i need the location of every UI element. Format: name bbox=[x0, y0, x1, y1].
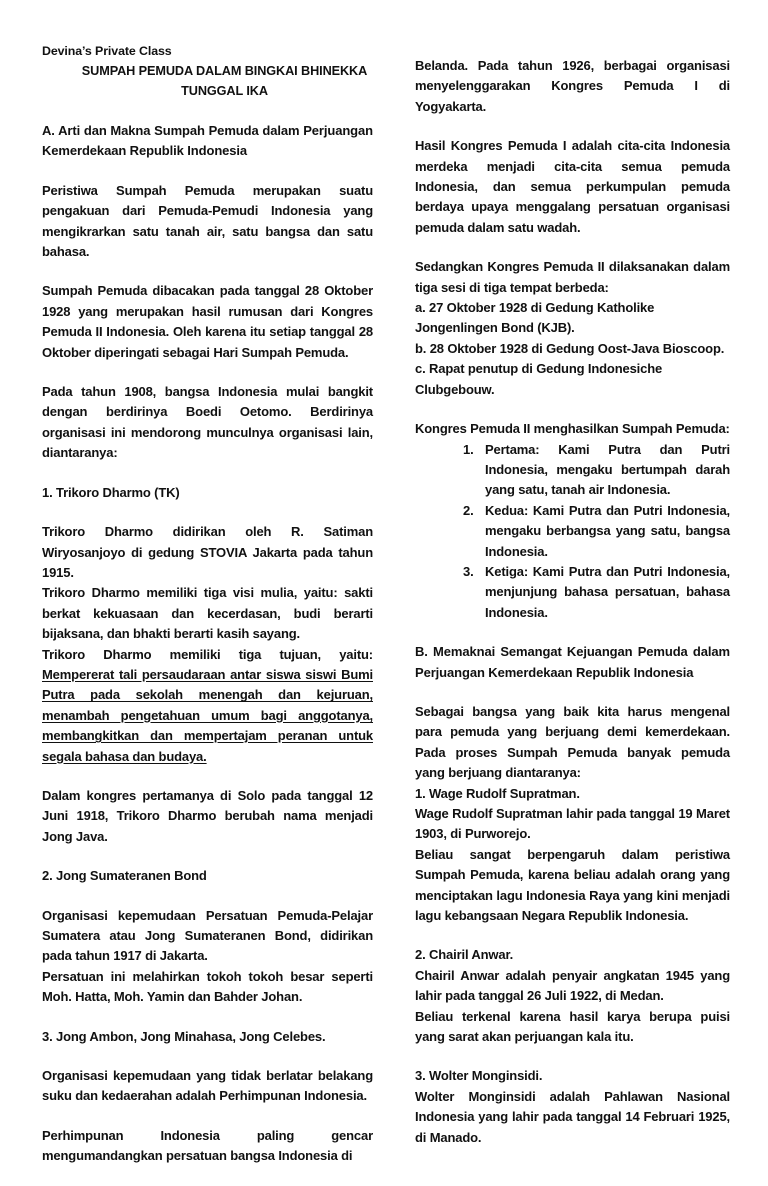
name-change-prefix: Dalam kongres pertamanya di Solo pada tanggal 12 Juni 1918, bbox=[42, 787, 373, 824]
org-item-1-title: 1. Trikoro Dharmo (TK) bbox=[42, 484, 180, 500]
jong-sumateranen-figures: Persatuan ini melahirkan tokoh tokoh besar seperti Moh. Hatta, Moh. Yamin dan Bahder Johan. bbox=[42, 968, 373, 1005]
section-b-heading: B. Memaknai Semangat Kejuangan Pemuda dalam Perjuangan Kemerdekaan Republik Indonesia bbox=[415, 644, 730, 680]
section-b-intro: Sebagai bangsa yang baik kita harus mengenal para pemuda yang berjuang demi kemerdekaan. Pada proses Sumpah Pemuda banyak pemuda yang berjuang diantaranya: bbox=[415, 703, 730, 781]
oath-list bbox=[415, 440, 730, 624]
paragraph-hasil-kongres-i: Hasil Kongres Pemuda I adalah cita-cita Indonesia merdeka menjadi cita-cita semua pemuda Indonesia, dan semua perkumpulan pemuda berdaya upaya menggalang persatuan organisasi pemuda dalam satu wadah. bbox=[415, 138, 730, 235]
oath-item-2-text: Kedua: Kami Putra dan Putri Indonesia, mengaku berbangsa yang satu, bangsa Indonesia. bbox=[485, 502, 730, 559]
paragraph-dibacakan: Sumpah Pemuda dibacakan pada tanggal 28 Oktober 1928 yang merupakan hasil rumusan dari Kongres Pemuda II Indonesia. Oleh karena itu setiap tanggal 28 Oktober diperingati sebagai Hari Sumpah Pemuda. bbox=[42, 283, 373, 360]
name-change-org: Trikoro Dharmo bbox=[116, 808, 217, 824]
oath-item-2 bbox=[463, 501, 730, 562]
left-column bbox=[0, 42, 373, 1186]
oath-item-1 bbox=[463, 440, 730, 501]
org-item-2-title: 2. Jong Sumateranen Bond bbox=[42, 868, 207, 884]
right-column bbox=[373, 42, 768, 1148]
figure-1-description: Beliau sangat berpengaruh dalam peristiwa Sumpah Pemuda, karena beliau adalah orang yang menciptakan lagu Indonesia Raya yang kini menjadi lagu kebangsaan Negara Republik Indonesia. bbox=[415, 846, 730, 924]
org-item-3-title: 3. Jong Ambon, Jong Minahasa, Jong Celebes. bbox=[42, 1028, 326, 1044]
figure-2-description: Beliau terkenal karena hasil karya berupa puisi yang sarat akan perjuangan kala itu. bbox=[415, 1008, 730, 1045]
section-a-heading: A. Arti dan Makna Sumpah Pemuda dalam Perjuangan Kemerdekaan Republik Indonesia bbox=[42, 123, 373, 159]
document-title-line-2: TUNGGAL IKA bbox=[181, 84, 268, 98]
paragraph-belanda: Belanda. Pada tahun 1926, berbagai organisasi menyelenggarakan Kongres Pemuda I di Yogyakarta. bbox=[415, 58, 730, 114]
paragraph-peristiwa: Peristiwa Sumpah Pemuda merupakan suatu pengakuan dari Pemuda-Pemudi Indonesia yang mengikrarkan satu tanah air, satu bangsa dan satu bahasa. bbox=[42, 182, 373, 260]
trikoro-name-change bbox=[42, 786, 373, 847]
oath-lead: Kongres Pemuda II menghasilkan Sumpah Pemuda: bbox=[415, 421, 730, 437]
figure-2-birth: Chairil Anwar adalah penyair angkatan 1945 yang lahir pada tanggal 26 Juli 1922, di Medan. bbox=[415, 967, 730, 1004]
paragraph-tahun-1908: Pada tahun 1908, bangsa Indonesia mulai bangkit dengan berdirinya Boedi Oetomo. Berdirinya organisasi ini mendorong munculnya organisasi lain, diantaranya: bbox=[42, 384, 373, 461]
perhimpunan-description: Organisasi kepemudaan yang tidak berlatar belakang suku dan kedaerahan adalah Perhimpunan Indonesia. bbox=[42, 1068, 373, 1104]
figure-3-title: 3. Wolter Monginsidi. bbox=[415, 1068, 543, 1084]
trikoro-goals-underlined: Mempererat tali persaudaraan antar siswa siswi Bumi Putra pada sekolah menengah dan kejuruan, menambah pengetahuan umum bagi anggotanya, membangkitkan dan mempertajam peranan untuk segala bahasa dan budaya. bbox=[42, 666, 373, 764]
congress-ii-lead: Sedangkan Kongres Pemuda II dilaksanakan dalam tiga sesi di tiga tempat berbeda: bbox=[415, 259, 730, 295]
congress-session-a: a. 27 Oktober 1928 di Gedung Katholike Jongenlingen Bond (KJB). bbox=[415, 300, 655, 336]
figure-1-title: 1. Wage Rudolf Supratman. bbox=[415, 785, 580, 801]
title-spacer bbox=[42, 101, 373, 121]
trikoro-founding: Trikoro Dharmo didirikan oleh R. Satiman Wiryosanjoyo di gedung STOVIA Jakarta pada tahun 1915. bbox=[42, 524, 373, 580]
figure-2-title: 2. Chairil Anwar. bbox=[415, 947, 514, 963]
oath-item-3-text: Ketiga: Kami Putra dan Putri Indonesia, menjunjung bahasa persatuan, bahasa Indonesia. bbox=[485, 563, 730, 620]
trikoro-goals bbox=[42, 645, 373, 767]
congress-session-c: c. Rapat penutup di Gedung Indonesiche Clubgebouw. bbox=[415, 361, 663, 397]
oath-item-1-text: Pertama: Kami Putra dan Putri Indonesia, mengaku bertumpah darah yang satu, tanah air Indonesia. bbox=[485, 441, 730, 498]
oath-item-3 bbox=[463, 562, 730, 623]
figure-1-birth: Wage Rudolf Supratman lahir pada tanggal 19 Maret 1903, di Purworejo. bbox=[415, 806, 730, 842]
figure-3-description: Wolter Monginsidi adalah Pahlawan Nasional Indonesia yang lahir pada tanggal 14 Februari 1925, di Manado. bbox=[415, 1088, 730, 1145]
jong-sumateranen-description: Organisasi kepemudaan Persatuan Pemuda-Pelajar Sumatera atau Jong Sumateranen Bond, didirikan pada tahun 1917 di Jakarta. bbox=[42, 907, 373, 964]
trikoro-goals-lead: Trikoro Dharmo memiliki tiga tujuan, yaitu: bbox=[42, 646, 373, 662]
trikoro-vision: Trikoro Dharmo memiliki tiga visi mulia, yaitu: sakti berkat kekuasaan dan kecerdasan, budi berarti bijaksana, dan bhakti berarti kasih sayang. bbox=[42, 585, 373, 642]
document-title-line-1: SUMPAH PEMUDA DALAM BINGKAI BHINEKKA bbox=[81, 64, 368, 78]
name-change-suffix: berubah nama menjadi Jong Java. bbox=[42, 808, 373, 844]
perhimpunan-continued: Perhimpunan Indonesia paling gencar mengumandangkan persatuan bangsa Indonesia di bbox=[42, 1127, 373, 1164]
byline: Devina’s Private Class bbox=[42, 44, 172, 58]
two-column-body bbox=[0, 42, 768, 1186]
congress-session-b: b. 28 Oktober 1928 di Gedung Oost-Java Bioscoop. bbox=[415, 340, 725, 356]
